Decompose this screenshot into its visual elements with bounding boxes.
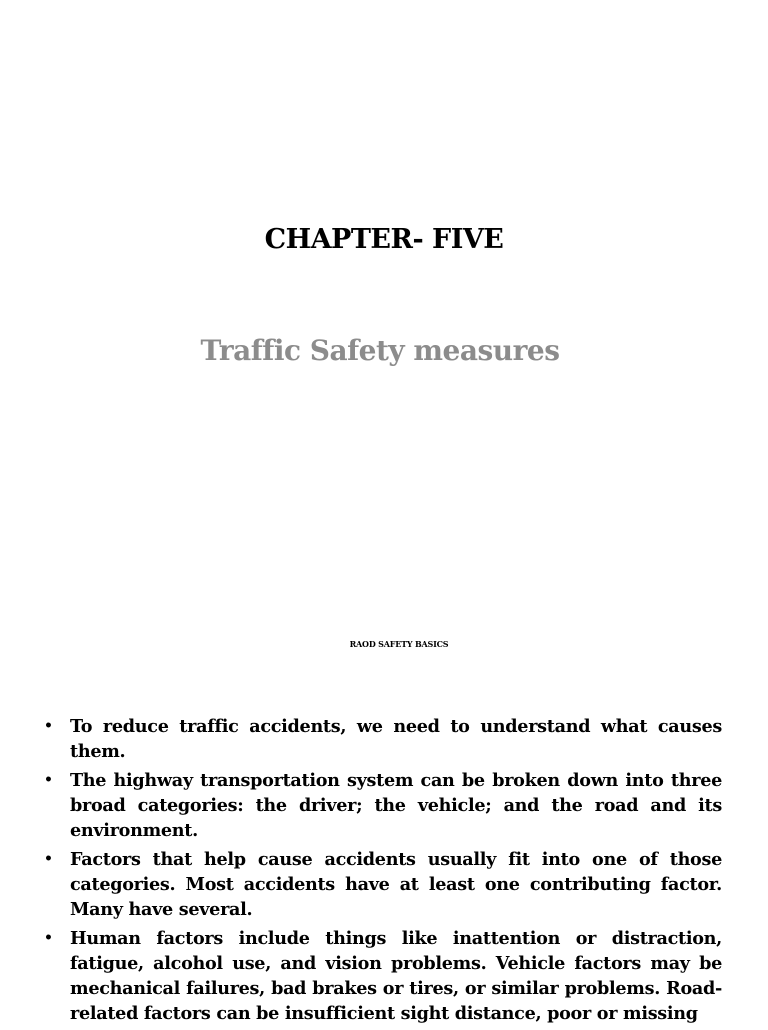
bullet-text: Factors that help cause accidents usually fit into one of those categories. Most accidents have at least one contributing factor. Many have several. [70,849,722,920]
bullet-icon: • [44,851,53,867]
bullet-icon: • [44,930,53,946]
bullet-text: Human factors include things like inattention or distraction, fatigue, alcohol use, and vision problems. Vehicle factors may be mechanical failures, bad brakes or tires, or similar problems. Road-related factors can be insufficient sight distance, poor or missing [70,928,722,1024]
bullet-icon: • [44,718,53,734]
bullet-item [42,768,722,843]
chapter-title: CHAPTER- FIVE [264,224,504,255]
bullet-icon: • [44,772,53,788]
bullet-item [42,847,722,922]
bullet-text: The highway transportation system can be broken down into three broad categories: the driver; the vehicle; and the road and its environment. [70,770,722,841]
bullet-text: To reduce traffic accidents, we need to understand what causes them. [70,716,722,762]
bullet-item [42,926,722,1026]
chapter-subtitle: Traffic Safety measures [200,334,560,367]
bullet-list [42,714,722,1030]
bullet-item [42,714,722,764]
slide-footer: RAOD SAFETY BASICS [349,639,449,649]
